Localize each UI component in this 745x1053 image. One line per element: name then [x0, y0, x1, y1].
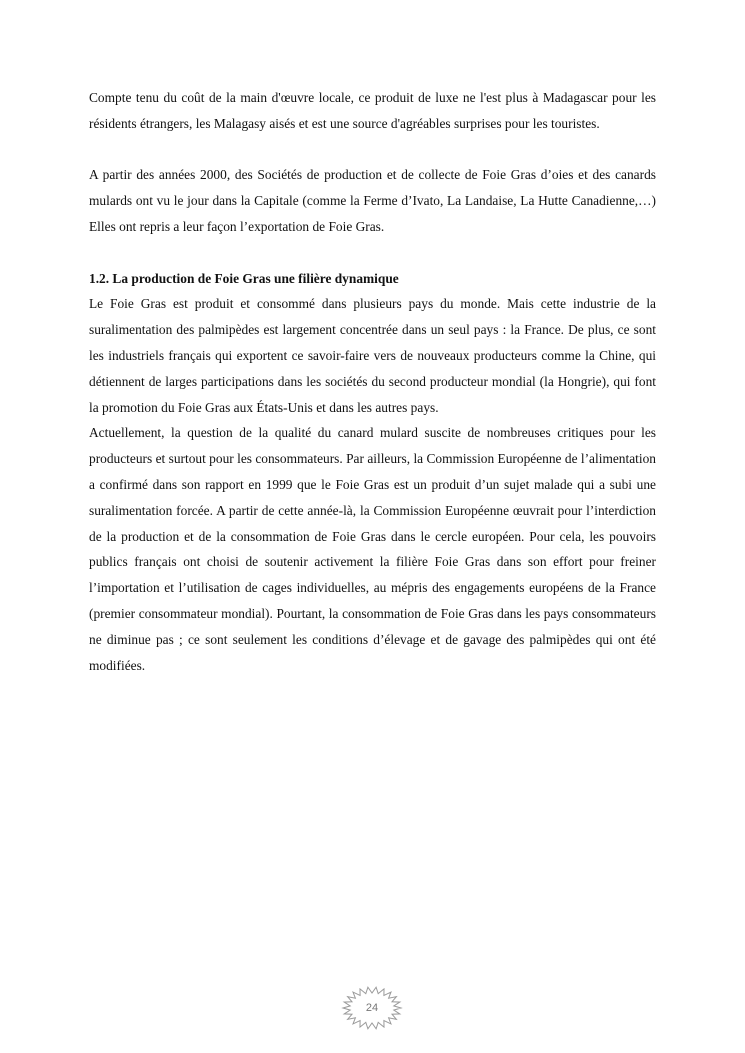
- page-number: 24: [365, 1002, 379, 1014]
- paragraph-quality-criticism: Actuellement, la question de la qualité du canard mulard suscite de nombreuses critiques pour les producteurs et surtout pour les consommateurs. Par ailleurs, la Commission Européenne de l’alimentation a confirmé dans son rapport en 1999 que le Foie Gras est un produit d’un sujet malade qui a subi une suralimentation forcée. A partir de cette année-là, la Commission Européenne œuvrait pour l’interdiction de la production et de la consommation de Foie Gras dans le cercle européen. Pour cela, les pouvoirs publics français ont choisi de soutenir activement la filière Foie Gras dans son effort pour freiner l’importation et l’utilisation de cages individuelles, au mépris des engagements européens de la France (premier consommateur mondial). Pourtant, la consommation de Foie Gras dans les pays consommateurs ne diminue pas ; ce sont seulement les conditions d’élevage et de gavage des palmipèdes qui ont été modifiées.: [89, 425, 656, 673]
- paragraph-gap: [89, 137, 656, 163]
- page-body: [89, 85, 656, 678]
- paragraph-gap: [89, 240, 656, 266]
- paragraph-companies-2000: A partir des années 2000, des Sociétés de production et de collecte de Foie Gras d’oies et des canards mulards ont vu le jour dans la Capitale (comme la Ferme d’Ivato, La Landaise, La Hutte Canadienne,…) Elles ont repris a leur façon l’exportation de Foie Gras.: [89, 167, 656, 234]
- page-number-badge: [341, 985, 403, 1031]
- paragraph-production-worldwide: Le Foie Gras est produit et consommé dans plusieurs pays du monde. Mais cette industrie de la suralimentation des palmipèdes est largement concentrée dans un seul pays : la France. De plus, ce sont les industriels français qui exportent ce savoir-faire vers de nouveaux producteurs comme la Chine, qui détiennent de larges participations dans les sociétés du second producteur mondial (la Hongrie), qui font la promotion du Foie Gras aux États-Unis et dans les autres pays.: [89, 296, 656, 415]
- paragraph-madagascar-luxury: Compte tenu du coût de la main d'œuvre locale, ce produit de luxe ne l'est plus à Madagascar pour les résidents étrangers, les Malagasy aisés et est une source d'agréables surprises pour les touristes.: [89, 90, 656, 131]
- section-heading: 1.2. La production de Foie Gras une filière dynamique: [89, 270, 399, 286]
